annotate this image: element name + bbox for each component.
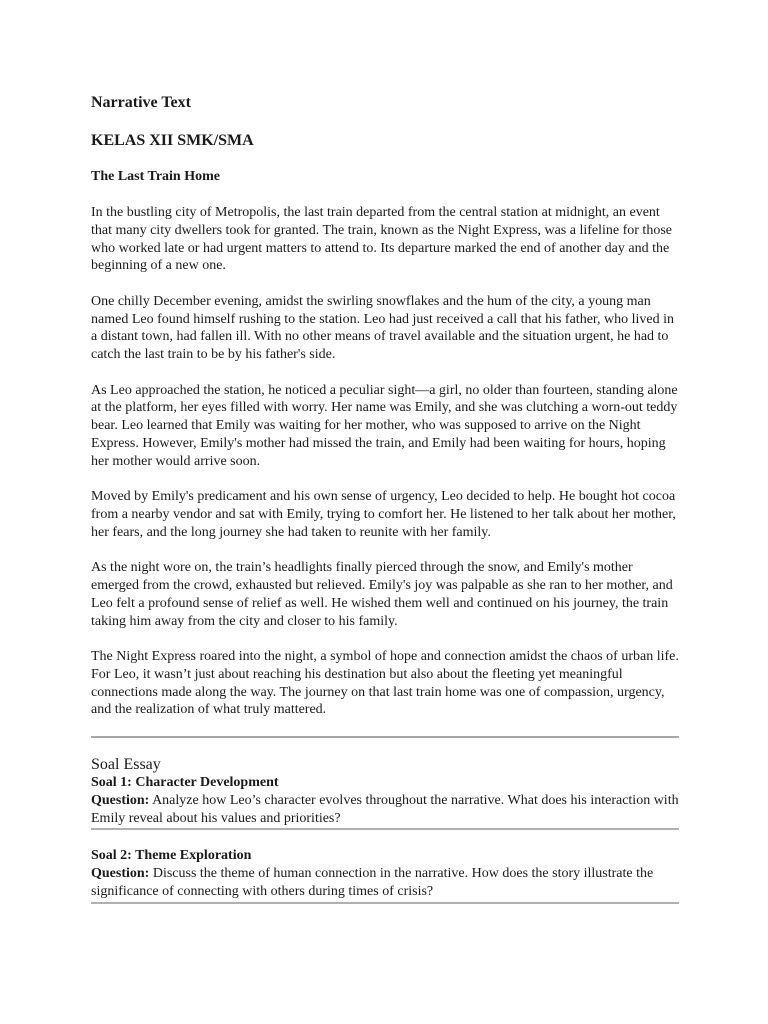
document-page <box>91 93 679 904</box>
story-title: The Last Train Home <box>91 169 220 184</box>
question-label: Question: <box>91 866 150 882</box>
essay-question-2 <box>91 847 679 903</box>
question-body <box>91 865 679 901</box>
essay-heading: Soal Essay <box>91 756 161 774</box>
story-body <box>91 204 679 719</box>
story-paragraph: In the bustling city of Metropolis, the last train departed from the central station at midnight, an event that many city dwellers took for granted. The train, known as the Night Express, was a lifeline for those who worked late or had urgent matters to attend to. Its departure marked the end of another day and the beginning of a new one. <box>91 205 672 274</box>
question-text: Analyze how Leo’s character evolves throughout the narrative. What does his interaction with Emily reveal about his values and priorities? <box>91 792 679 826</box>
story-paragraph: As Leo approached the station, he noticed a peculiar sight—a girl, no older than fourteen, standing alone at the platform, her eyes filled with worry. Her name was Emily, and she was clutching a worn-out teddy bear. Leo learned that Emily was waiting for her mother, who was supposed to arrive on the Night Express. However, Emily's mother had missed the train, and Emily had been waiting for hours, hoping her mother would arrive soon. <box>91 382 678 469</box>
question-body <box>91 792 679 828</box>
story-paragraph: As the night wore on, the train’s headlights finally pierced through the snow, and Emily's mother emerged from the crowd, exhausted but relieved. Emily's joy was palpable as she ran to her mother, and Leo felt a profound sense of relief as well. He wished them well and continued on his journey, the train taking him away from the city and closer to his family. <box>91 560 673 629</box>
story-paragraph: One chilly December evening, amidst the swirling snowflakes and the hum of the city, a young man named Leo found himself rushing to the station. Leo had just received a call that his father, who lived in a distant town, had fallen ill. With no other means of travel available and the situation urgent, he had to catch the last train to be by his father's side. <box>91 293 675 363</box>
class-heading: KELAS XII SMK/SMA <box>91 132 254 149</box>
story-paragraph: Moved by Emily's predicament and his own sense of urgency, Leo decided to help. He bought hot cocoa from a nearby vendor and sat with Emily, trying to comfort her. He listened to her talk about her mother, her fears, and the long journey she had taken to reunite with her family. <box>91 489 676 540</box>
question-title: Soal 1: Character Development <box>91 775 279 791</box>
question-title: Soal 2: Theme Exploration <box>91 848 252 864</box>
question-divider <box>91 902 679 904</box>
section-divider <box>91 736 679 738</box>
essay-question-1 <box>91 774 679 830</box>
question-divider <box>91 828 679 830</box>
question-label: Question: <box>91 792 150 808</box>
question-text: Discuss the theme of human connection in the narrative. How does the story illustrate the significance of connecting with others during times of crisis? <box>91 866 654 900</box>
story-paragraph: The Night Express roared into the night, a symbol of hope and connection amidst the chaos of urban life. For Leo, it wasn’t just about reaching his destination but also about the fleeting yet meaningful connections made along the way. The journey on that last train home was one of compassion, urgency, and the realization of what truly mattered. <box>91 648 679 718</box>
document-title: Narrative Text <box>91 94 191 111</box>
